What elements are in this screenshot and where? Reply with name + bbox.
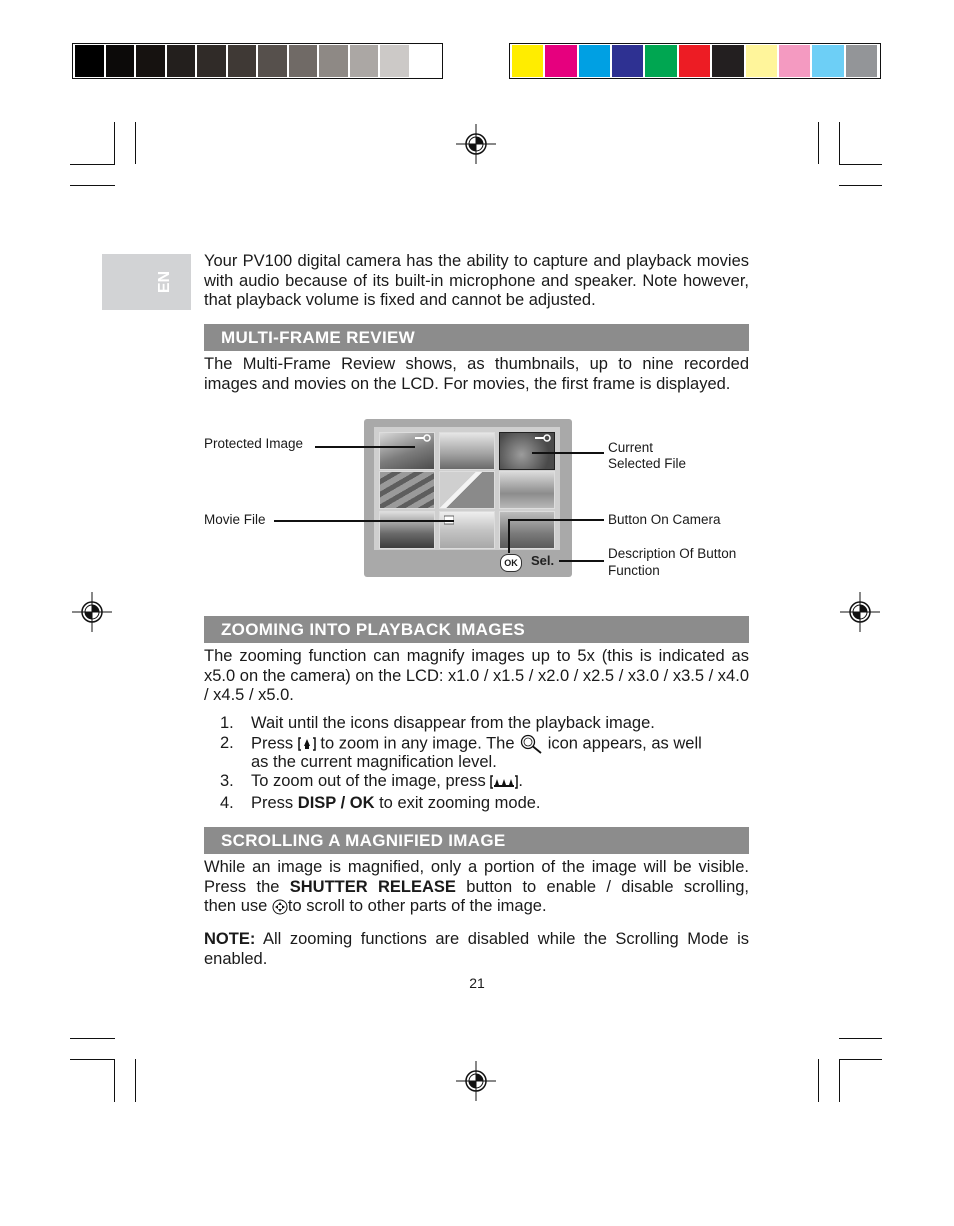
color-swatch <box>746 45 777 77</box>
callout-line <box>532 452 604 454</box>
callout-button-on-camera: Button On Camera <box>608 512 721 527</box>
color-swatch <box>228 45 257 77</box>
lcd-screen-figure <box>364 419 572 577</box>
scrolling-paragraph: While an image is magnified, only a portion of the image will be visible. Press the SHUTTER RELEASE button to enable / disable scrolling, then use to scroll to other parts of the image. <box>204 858 750 915</box>
callout-line <box>274 520 454 522</box>
crop-mark <box>70 185 115 186</box>
callout-line <box>509 519 604 521</box>
callout-description-2: Function <box>608 563 660 578</box>
zooming-paragraph: The zooming function can magnify images up to 5x (this is indicated as x5.0 on the camera) on the LCD: x1.0 / x1.5 / x2.0 / x2.5 / x3.0 / x3.5 / x4.0 / x4.5 / x5.0. <box>204 647 749 704</box>
color-swatch <box>612 45 643 77</box>
callout-current-1: Current <box>608 440 654 455</box>
thumbnail-movie <box>379 511 435 549</box>
crop-mark <box>135 122 136 164</box>
zoom-in-button-icon <box>298 737 316 751</box>
language-tab-label: EN <box>156 270 173 294</box>
list-item: 2. Press to zoom in any image. The icon appears, as well <box>220 734 702 753</box>
crop-mark <box>114 1059 115 1102</box>
callout-line <box>559 560 604 562</box>
color-swatch <box>846 45 877 77</box>
color-swatch <box>779 45 810 77</box>
section-heading-scrolling: SCROLLING A MAGNIFIED IMAGE <box>204 827 749 854</box>
color-swatch <box>579 45 610 77</box>
color-swatch <box>812 45 843 77</box>
thumbnail <box>439 471 495 509</box>
thumbnail <box>439 432 495 470</box>
protect-key-icon <box>535 434 551 443</box>
multi-frame-paragraph: The Multi-Frame Review shows, as thumbnails, up to nine recorded images and movies on the LCD. For movies, the first frame is displayed. <box>204 355 749 393</box>
callout-line <box>315 446 415 448</box>
page-number: 21 <box>469 975 485 991</box>
callout-line <box>508 519 510 553</box>
color-swatch <box>545 45 576 77</box>
color-swatch <box>106 45 135 77</box>
crop-mark <box>839 164 882 165</box>
crop-mark <box>839 185 882 186</box>
sel-label: Sel. <box>531 553 555 568</box>
color-swatch <box>679 45 710 77</box>
ok-button-icon: OK <box>500 554 522 572</box>
note-paragraph: NOTE: All zooming functions are disabled while the Scrolling Mode is enabled. <box>204 930 749 968</box>
registration-mark-icon <box>456 1061 496 1101</box>
color-swatch <box>136 45 165 77</box>
list-item-continuation: as the current magnification level. <box>251 753 497 771</box>
crop-mark <box>839 122 840 164</box>
color-swatch <box>645 45 676 77</box>
registration-mark-icon <box>456 124 496 164</box>
color-swatch <box>350 45 379 77</box>
registration-mark-icon <box>72 592 112 632</box>
thumbnail <box>379 471 435 509</box>
list-item: 1. Wait until the icons disappear from the playback image. <box>220 714 655 732</box>
registration-mark-icon <box>840 592 880 632</box>
list-item: 3. To zoom out of the image, press . <box>220 772 523 790</box>
language-tab <box>102 254 191 310</box>
color-swatch <box>712 45 743 77</box>
section-heading-multi-frame: MULTI-FRAME REVIEW <box>204 324 749 351</box>
zoom-out-button-icon <box>490 775 518 789</box>
color-swatch <box>289 45 318 77</box>
color-swatch <box>258 45 287 77</box>
crop-mark <box>70 164 115 165</box>
crop-mark <box>70 1038 115 1039</box>
color-swatch <box>512 45 543 77</box>
crop-mark <box>839 1059 882 1060</box>
color-swatch <box>75 45 104 77</box>
callout-movie-file: Movie File <box>204 512 266 527</box>
crop-mark <box>114 122 115 164</box>
crop-mark <box>70 1059 115 1060</box>
crop-mark <box>818 122 819 164</box>
color-swatch <box>167 45 196 77</box>
list-item: 4. Press DISP / OK to exit zooming mode. <box>220 794 541 812</box>
crop-mark <box>135 1059 136 1102</box>
thumbnail <box>499 471 555 509</box>
dpad-icon <box>272 899 288 915</box>
section-heading-zooming: ZOOMING INTO PLAYBACK IMAGES <box>204 616 749 643</box>
color-swatch <box>380 45 409 77</box>
callout-protected-image: Protected Image <box>204 436 304 451</box>
crop-mark <box>839 1059 840 1102</box>
crop-mark <box>839 1038 882 1039</box>
protect-key-icon <box>415 434 431 443</box>
callout-description-1: Description Of Button <box>608 546 737 561</box>
color-swatch <box>319 45 348 77</box>
intro-paragraph: Your PV100 digital camera has the ability to capture and playback movies with audio because of its built-in microphone and speaker. Note however, that playback volume is fixed and cannot be adjusted. <box>204 252 749 309</box>
color-swatch <box>197 45 226 77</box>
crop-mark <box>818 1059 819 1102</box>
callout-current-2: Selected File <box>608 456 687 471</box>
magnifier-icon <box>519 734 543 754</box>
color-swatch <box>411 45 440 77</box>
